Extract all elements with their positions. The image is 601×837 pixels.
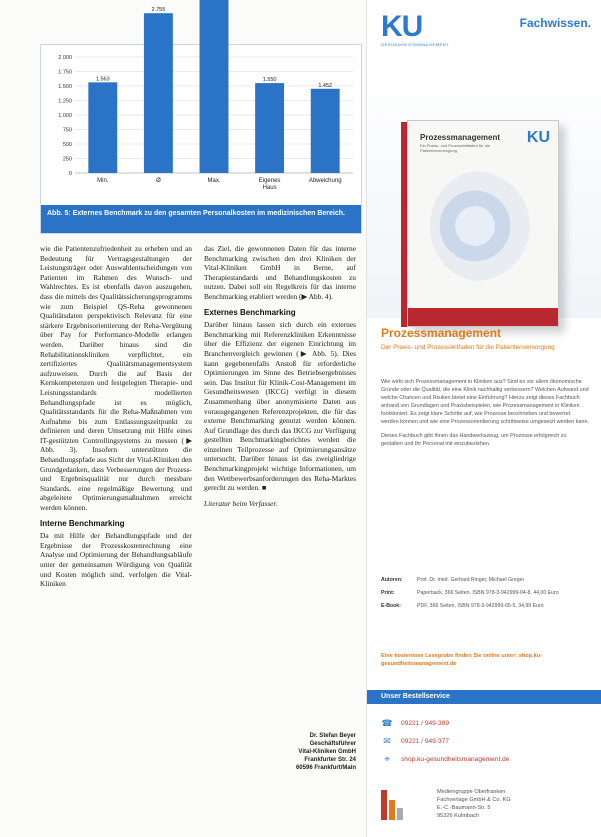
literature-note: Literatur beim Verfasser. <box>204 498 278 508</box>
bar-chart <box>41 7 361 205</box>
left-text-column <box>40 244 192 595</box>
category-label: Abweichung <box>308 178 342 184</box>
book-title: Prozessmanagement <box>420 133 501 142</box>
author-signature <box>204 732 356 772</box>
paragraph: wie die Patientenzufriedenheit zu erheben und an Bedeutung für Vertragsgestaltungen der Leistungsträger oder Auswahlentscheidungen von Patienten im Rahmen des Wunsch- und Wahlrechtes. Es ist ebenfalls davon auszugehen, dass die mittels des Qualitätssicherungsprogramms wie zum Beispiel QS-Reha gewonnenen Qualitätsdaten perspektivisch Relevanz für eine stärkere Ergebnisorientierung der Reha-Vergütung über Pay for Performance-Modelle erlangen werden. Darüber hinaus sind die Rehabilitationskliniken verpflichtet, ein zertifiziertes Qualitätsmanagementsystem aufzuweisen. Durch die auf Basis der Kernkompetenzen und festgelegten Therapie- und Leistungsstandards modellierten Behandlungspfade ist es möglich, Qualitätsstandards für die Reha-Maßnahmen von Aufnahme bis zum Entlassungszeitpunkt zu definieren und deren Umsetzung mit Hilfe eines IT-gestützten Controllingsystems zu messen (▶ Abb. 3). Insofern unterstützen die Behandlungspfade aus Sicht der Vital-Kliniken den Grundgedanken, dass Verbesserungen der Prozess- und Ergebnisqualität nur durch messbare Standards, eine regelmäßige Bewertung und abgeleitete Optimierungsmaßnahmen erreicht werden können. <box>40 244 192 513</box>
category-label: Ø <box>156 178 161 184</box>
section-heading: Interne Benchmarking <box>40 518 125 528</box>
author-role: Geschäftsführer <box>309 741 356 747</box>
book-subtitle: Ein Praxis- und Prozessleitfaden für die Patientenversorgung <box>420 143 491 153</box>
ad-subtitle: Der Praxis- und Prozessleitfaden für die Patientenversorgung <box>381 344 555 351</box>
author-name: Dr. Stefan Beyer <box>309 733 356 739</box>
ku-logo-tagline: GESUNDHEITSMANAGEMENT <box>381 42 450 47</box>
paragraph: das Ziel, die gewonnenen Daten für das interne Benchmarking zwischen den drei Kliniken der Vital-Kliniken GmbH in Berne, auf Therapiestandards und Behandlungskosten zu nutzen. Dabei soll ein Regelkreis für das interne Benchmarking etabliert werden (▶ Abb. 4). <box>204 244 356 301</box>
y-tick-label: 500 <box>62 142 72 148</box>
fachwissen-label: Fachwissen. <box>519 16 591 30</box>
ad-body <box>381 378 589 454</box>
ad-title: Prozessmanagement <box>381 326 502 340</box>
bar <box>144 13 173 173</box>
ad-body-paragraph: Wie wirkt sich Prozessmanagement in Kliniken aus? Sind es vor allem ökonomische Gründe oder die Qualität, die eine Klinik nachhaltig verbessern? Welchen Aufwand und welche Chancen und Risiken bietet eine Einführung? Hierzu zeigt dieses Fachbuch anhand von Grundlagen und Praxisbeispielen, wie Prozessmanagement in Kliniken funktioniert. Es zeigt klare Schritte auf, wie Prozesse beschrieben und bewertet werden können und wie eine Prozessorientierung schrittweise umgesetzt werden kann. <box>381 379 589 425</box>
publisher-city: 95326 Kulmbach <box>437 813 479 819</box>
service-phone[interactable] <box>381 714 591 732</box>
book-cover-area <box>367 58 601 318</box>
service-fax[interactable] <box>381 732 591 750</box>
ku-logo-mark: KU <box>381 10 423 43</box>
detail-row-authors <box>381 576 589 589</box>
detail-value: PDF, 366 Seiten, ISBN 978-3-942999-05-5, 34,99 Euro <box>417 603 544 609</box>
author-city: 60596 Frankfurt/Main <box>295 765 356 771</box>
chart-caption: Abb. 5: Externes Benchmark zu den gesamten Personalkosten im medizinischen Bereich. <box>41 205 361 233</box>
y-tick-label: 2.000 <box>58 55 72 61</box>
service-web[interactable] <box>381 750 591 768</box>
reading-sample-promo[interactable]: Eine kostenlose Leseprobe finden Sie online unter: shop.ku-gesundheitsmanagement.de <box>381 653 543 667</box>
book-bottom-band <box>408 308 558 326</box>
book-details <box>381 576 589 615</box>
detail-label: Print: <box>381 590 395 596</box>
y-tick-label: 1.250 <box>58 98 72 105</box>
y-tick-label: 250 <box>62 156 72 163</box>
detail-row-print <box>381 589 589 602</box>
paragraph: Darüber hinaus lassen sich durch ein externes Benchmarking mit Referenzkliniken Erkenntnisse über die Effizienz der eigenen Einrichtung im Branchenvergleich gewinnen (▶ Abb. 5). Dies kann gegebenenfalls Anstoß für erforderliche Optimierungen im Sinne des Betriebsergebnisses sein. Das Institut für Klinik-Cost-Management im Gesundheitswesen (IKCG) verfügt in diesem Zusammenhang über anonymisierte Daten aus vorausgegangenen Referenzprojekten, die für das externe Benchmarking genutzt werden können. Auf Grundlage des durch das IKCG zur Verfügung gestellten Benchmarkingberichtes werden die einzelnen Teilprozesse auf Optimierungsansätze untersucht. Darüber hinaus ist das zweigliedrige Benchmarkingprojekt wichtige Informationen, um den Wettbewerbsanforderungen des Reha-Marktes gerecht zu werden. ■ <box>204 320 356 493</box>
y-tick-label: 0 <box>68 171 72 177</box>
detail-row-ebook <box>381 602 589 615</box>
book-logo: KU <box>526 129 550 146</box>
right-text-column <box>204 244 356 514</box>
publisher-block <box>381 784 591 830</box>
bar <box>255 83 284 173</box>
detail-value: Prof. Dr. med. Gerhard Ringer, Michael Greger <box>417 577 525 583</box>
book-graphic <box>430 171 530 281</box>
ku-logo <box>381 12 449 47</box>
ad-body-paragraph: Dieses Fachbuch gibt Ihnen das Handwerkszeug, um Prozesse erfolgreich zu gestalten und Ihr Personal mit einzubeziehen. <box>381 433 567 447</box>
category-label: Max. <box>207 178 221 184</box>
phone-number: 09221 / 949-389 <box>401 719 450 727</box>
y-tick-label: 1.000 <box>58 113 72 119</box>
author-street: Frankfurter Str. 24 <box>304 757 356 763</box>
benchmark-chart <box>40 7 362 234</box>
author-company: Vital-Kliniken GmbH <box>298 749 356 755</box>
detail-label: E-Book: <box>381 603 401 609</box>
web-icon: ⌖ <box>384 753 390 764</box>
y-tick-label: 1.500 <box>58 84 72 90</box>
bar <box>200 0 229 173</box>
data-label: 1.563 <box>95 76 110 83</box>
data-label: 2.755 <box>151 7 166 14</box>
publisher-street: E.-C.-Baumann-Str. 5 <box>437 805 491 811</box>
data-label: 1.550 <box>262 77 277 84</box>
category-label: Haus <box>262 185 277 191</box>
publisher-logo <box>381 790 405 820</box>
category-label: Eigenes <box>258 178 281 184</box>
book-cover <box>407 120 559 327</box>
fax-icon: ✉ <box>383 735 391 746</box>
data-label: 1.452 <box>318 82 333 89</box>
detail-label: Autoren: <box>381 577 403 583</box>
phone-icon: ☎ <box>381 717 393 728</box>
publisher-name: Mediengruppe Oberfranken <box>437 789 506 795</box>
section-heading: Externes Benchmarking <box>204 307 296 317</box>
publisher-line2: Fachverlage GmbH & Co. KG <box>437 797 511 803</box>
publisher-address <box>437 788 511 820</box>
paragraph: Da mit Hilfe der Behandlungspfade und der Ergebnisse der Prozesskostenrechnung eine Analyse und Optimierung der Behandlungsabläufe unter der gemeinsamen Würdigung von Qualität und Kosten möglich sind, verfolgen die Vital-Kliniken <box>40 531 192 589</box>
shop-url: shop.ku-gesundheitsmanagement.de <box>401 755 510 763</box>
category-label: Min. <box>97 178 109 184</box>
y-tick-label: 1.750 <box>58 69 72 76</box>
y-tick-label: 750 <box>62 127 72 134</box>
order-service-list <box>381 714 591 768</box>
bar <box>311 89 340 173</box>
detail-value: Paperback, 366 Seiten, ISBN 978-3-942999-04-8, 44,00 Euro <box>417 590 559 596</box>
book-advertisement <box>366 0 601 837</box>
bar <box>88 82 117 173</box>
order-service-header: Unser Bestellservice <box>367 690 601 704</box>
fax-number: 09221 / 949-377 <box>401 737 450 745</box>
